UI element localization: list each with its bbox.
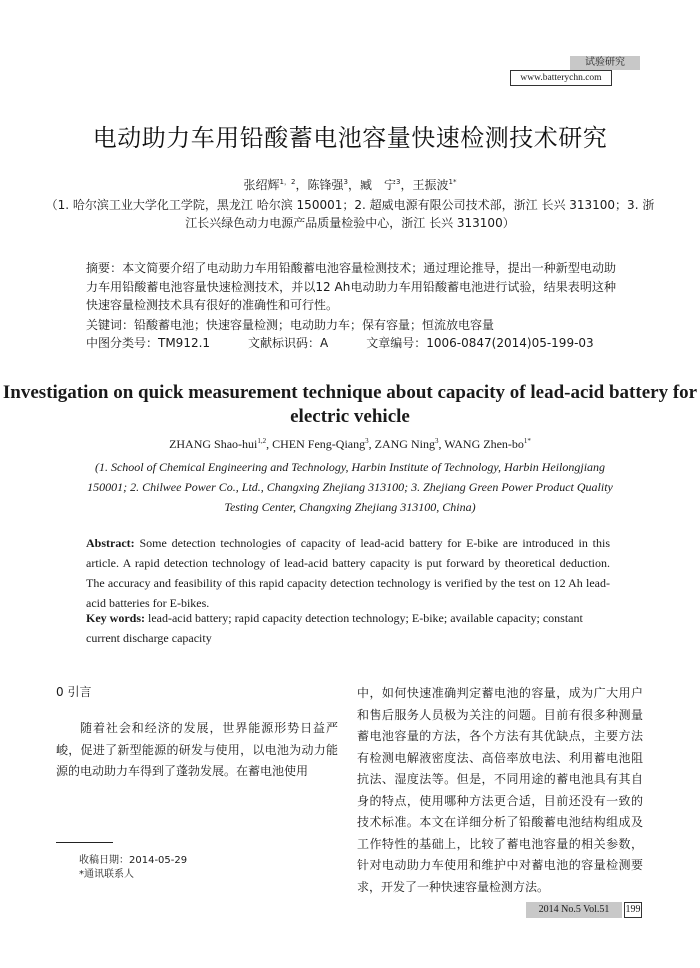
author-3-en-sup: 3	[434, 437, 439, 445]
author-4-cn: 王振波	[412, 178, 449, 192]
author-1-cn: 张绍辉	[243, 178, 280, 192]
body-column-2: 中，如何快速准确判定蓄电池的容量，成为广大用户和售后服务人员极为关注的问题。目前有很多种测量蓄电池容量的方法，各个方法有其优缺点，主要方法有检测电解液密度法、高倍率放电法、利用蓄电池阻抗法、湿度法等。但是，不同用途的蓄电池具有其自身的特点，使用哪种方法更合适，目前还没有一致的技术标准。本文在详细分析了铅酸蓄电池结构组成及工作特性的基础上，比较了蓄电池容量的相关参数，针对电动助力车使用和维护中对蓄电池的容量检测要求，开发了一种快速容量检测方法。	[357, 686, 643, 894]
author-2-cn-sup: 3	[343, 178, 348, 186]
footnote-corresponding: *通讯联系人	[79, 869, 134, 880]
keywords-en	[86, 608, 610, 648]
author-3-cn: 臧 宁	[359, 178, 396, 192]
author-3-cn-sup: 3	[396, 178, 401, 186]
affiliations-cn: （1. 哈尔滨工业大学化工学院，黑龙江 哈尔滨 150001；2. 超威电源有限公司技术部，浙江 长兴 313100；3. 浙江长兴绿色动力电源产品质量检验中心，浙江 长兴 313100）	[45, 198, 655, 230]
authors-cn: 张绍辉$^{1,2}$，陈锋强$^3$，臧 宁$^3$，王振波$^{1*}$	[243, 178, 457, 192]
author-1-en: ZHANG Shao-hui	[169, 437, 258, 451]
section-tag: 试验研究	[570, 56, 640, 70]
affiliations-en: (1. School of Chemical Engineering and Technology, Harbin Institute of Technology, Harbin Heilongjiang 150001; 2. Chilwee Power Co., Ltd., Changxing Zhejiang 313100; 3. Zhejiang Green Power Product Quality Testing Center, Changxing Zhejiang 313100, China)	[87, 460, 613, 514]
document-code: 文献标识码：A	[248, 336, 329, 350]
body-column-1: 随着社会和经济的发展，世界能源形势日益严峻，促进了新型能源的研发与使用，以电池为动力能源的电动助力车得到了蓬勃发展。在蓄电池使用	[56, 721, 338, 778]
authors-en: ZHANG Shao-hui$^{1,2}$, CHEN Feng-Qiang$^3$, ZANG Ning$^3$, WANG Zhen-$bo^{1*}$	[169, 437, 531, 451]
section-heading: 0 引言	[56, 685, 92, 699]
classification-line	[86, 334, 594, 352]
author-3-en: ZANG Ning	[374, 437, 435, 451]
author-2-en-sup: 3	[365, 437, 369, 445]
abstract-en-label: Abstract:	[86, 536, 135, 550]
abstract-en	[86, 533, 610, 613]
author-2-en: CHEN Feng-Qiang	[272, 437, 366, 451]
author-4-en-sup: 1*	[523, 437, 531, 445]
issue-info: 2014 No.5 Vol.51	[526, 902, 622, 918]
title-en: Investigation on quick measurement technique about capacity of lead-acid battery for electric vehicle	[2, 382, 698, 427]
author-4-en: WANG Zhen-bo	[444, 437, 524, 451]
author-2-cn: 陈锋强	[307, 178, 344, 192]
footnote-rule	[56, 842, 113, 843]
footnote-received: 收稿日期：2014-05-29	[79, 855, 188, 866]
author-1-en-sup: 1,2	[257, 437, 267, 445]
keywords-en-label: Key words:	[86, 611, 145, 625]
journal-url: www.batterychn.com	[510, 70, 612, 86]
clc-number: 中图分类号：TM912.1	[86, 336, 211, 350]
abstract-en-text: Some detection technologies of capacity of lead-acid battery for E-bike are introduced in this article. A rapid detection technology of lead-acid battery capacity is put forward by theoretical deduction. The accuracy and feasibility of this rapid capacity detection technology is verified by the test on 12 Ah lead-acid batteries for E-bikes.	[86, 536, 610, 610]
title-cn: 电动助力车用铅酸蓄电池容量快速检测技术研究	[92, 124, 608, 152]
page-number: 199	[624, 902, 642, 918]
keywords-cn: 关键词：铅酸蓄电池；快速容量检测；电动助力车；保有容量；恒流放电容量	[86, 318, 495, 332]
author-1-cn-sup: 1，2	[279, 178, 296, 186]
author-4-cn-sup: 1*	[448, 178, 457, 186]
abstract-cn: 摘要：本文简要介绍了电动助力车用铅酸蓄电池容量检测技术；通过理论推导，提出一种新型电动助力车用铅酸蓄电池容量快速检测技术，并以12 Ah电动助力车用铅酸蓄电池进行试验，结果表明这种快速容量检测技术具有很好的准确性和可行性。	[86, 261, 616, 312]
article-number: 文章编号：1006-0847(2014)05-199-03	[366, 336, 594, 350]
keywords-en-text: lead-acid battery; rapid capacity detection technology; E-bike; available capacity; constant current discharge capacity	[86, 611, 583, 645]
